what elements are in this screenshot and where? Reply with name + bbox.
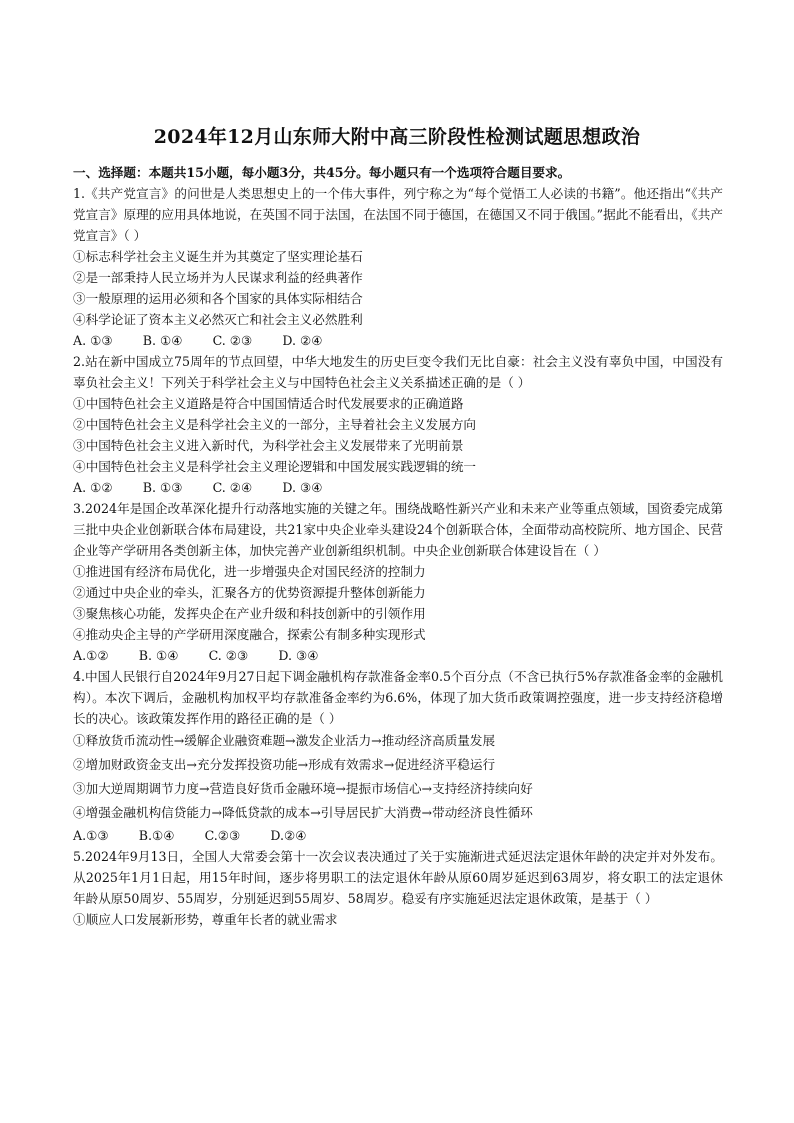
answer-choices <box>73 825 723 846</box>
choice-b: B.①④ <box>138 828 175 843</box>
question-option: ④推动央企主导的产学研用深度融合，探索公有制多种实现形式 <box>73 627 426 642</box>
choice-c: C. ②③ <box>208 648 249 663</box>
choice-d: D. ③④ <box>282 480 323 495</box>
choice-a: A. ①② <box>73 480 113 495</box>
question-option: ④增强金融机构信贷能力→降低贷款的成本→引导居民扩大消费→带动经济良性循环 <box>73 805 533 820</box>
question-option: ①释放货币流动性→缓解企业融资难题→激发企业活力→推动经济高质量发展 <box>73 733 496 748</box>
question-option: ③一般原理的运用必须和各个国家的具体实际相结合 <box>73 291 363 306</box>
question-3 <box>73 498 723 666</box>
answer-choices <box>73 645 723 666</box>
exam-content <box>73 162 723 930</box>
question-4 <box>73 666 723 846</box>
choice-a: A.①③ <box>73 828 109 843</box>
question-stem: 2.站在新中国成立75周年的节点回望，中华大地发生的历史巨变令我们无比自豪：社会主义没有辜负中国，中国没有辜负社会主义！下列关于科学社会主义与中国特色社会主义关系描述正确的是（ ） <box>73 354 723 390</box>
question-stem: 1.《共产党宣言》的问世是人类思想史上的一个伟大事件，列宁称之为“每个觉悟工人必读的书籍”。他还指出“《共产党宣言》原理的应用具体地说，在英国不同于法国，在法国不同于德国，在德国又不同于俄国。”据此不能看出，《共产党宣言》（ ） <box>73 186 723 243</box>
choice-d: D. ②④ <box>282 333 323 348</box>
question-option: ③聚焦核心功能，发挥央企在产业升级和科技创新中的引领作用 <box>73 606 426 621</box>
choice-b: B. ①③ <box>142 480 183 495</box>
question-option: ②中国特色社会主义是科学社会主义的一部分，主导着社会主义发展方向 <box>73 417 476 432</box>
question-stem: 5.2024年9月13日，全国人大常委会第十一次会议表决通过了关于实施渐进式延迟法定退休年龄的决定并对外发布。从2025年1月1日起，用15年时间，逐步将男职工的法定退休年龄从原60周岁延迟到63周岁，将女职工的法定退休年龄从原50周岁、55周岁，分别延迟到55周岁、58周岁。稳妥有序实施延迟法定退休政策，是基于（ ） <box>73 849 723 906</box>
question-option: ①中国特色社会主义道路是符合中国国情适合时代发展要求的正确道路 <box>73 396 464 411</box>
question-option: ④科学论证了资本主义必然灭亡和社会主义必然胜利 <box>73 312 363 327</box>
choice-d: D. ③④ <box>278 648 319 663</box>
choice-b: B. ①④ <box>138 648 179 663</box>
question-option: ①推进国有经济布局优化，进一步增强央企对国民经济的控制力 <box>73 564 426 579</box>
answer-choices <box>73 330 723 351</box>
question-stem: 4.中国人民银行自2024年9月27日起下调金融机构存款准备金率0.5个百分点（不含已执行5%存款准备金率的金融机构）。本次下调后，金融机构加权平均存款准备金率约为6.6%，体现了加大货币政策调控强度，进一步支持经济稳增长的决心。该政策发挥作用的路径正确的是（ ） <box>73 669 723 726</box>
question-1 <box>73 183 723 351</box>
question-option: ④中国特色社会主义是科学社会主义理论逻辑和中国发展实践逻辑的统一 <box>73 459 476 474</box>
question-2 <box>73 351 723 498</box>
choice-c: C. ②④ <box>212 480 253 495</box>
section-heading: 一、选择题：本题共15小题，每小题3分，共45分。每小题只有一个选项符合题目要求。 <box>73 165 571 180</box>
choice-b: B. ①④ <box>142 333 183 348</box>
page-title: 2024年12月山东师大附中高三阶段性检测试题思想政治 <box>153 126 641 148</box>
choice-a: A. ①③ <box>73 333 113 348</box>
question-option: ②是一部秉持人民立场并为人民谋求利益的经典著作 <box>73 270 363 285</box>
choice-a: A.①② <box>73 648 109 663</box>
question-option: ①顺应人口发展新形势，尊重年长者的就业需求 <box>73 912 338 927</box>
answer-choices <box>73 477 723 498</box>
question-stem: 3.2024年是国企改革深化提升行动落地实施的关键之年。围绕战略性新兴产业和未来产业等重点领域，国资委完成第三批中央企业创新联合体布局建设，共21家中央企业牵头建设24个创新联合体，全面带动高校院所、地方国企、民营企业等产学研用各类创新主体，加快完善产业创新组织机制。中央企业创新联合体建设旨在（ ） <box>73 501 723 558</box>
question-option: ②增加财政资金支出→充分发挥投资功能→形成有效需求→促进经济平稳运行 <box>73 757 496 772</box>
choice-c: C. ②③ <box>212 333 253 348</box>
question-option: ③加大逆周期调节力度→营造良好货币金融环境→提振市场信心→支持经济持续向好 <box>73 781 533 796</box>
choice-c: C.②③ <box>204 828 241 843</box>
choice-d: D.②④ <box>270 828 307 843</box>
question-5 <box>73 846 723 930</box>
question-option: ①标志科学社会主义诞生并为其奠定了坚实理论基石 <box>73 249 363 264</box>
question-option: ②通过中央企业的牵头，汇聚各方的优势资源提升整体创新能力 <box>73 585 426 600</box>
question-option: ③中国特色社会主义进入新时代，为科学社会主义发展带来了光明前景 <box>73 438 464 453</box>
